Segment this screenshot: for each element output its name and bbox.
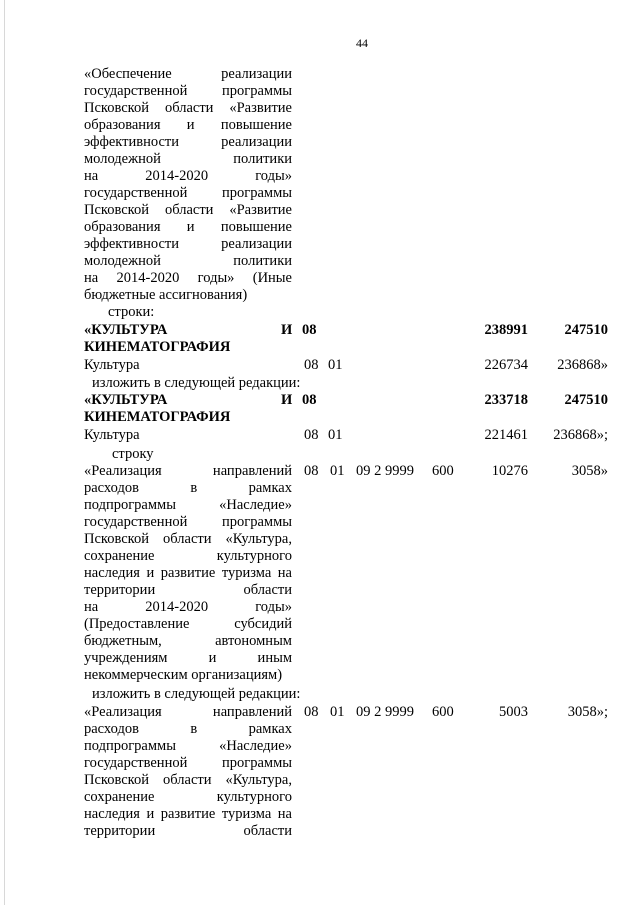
culture1-title-and: И (281, 322, 293, 338)
text-line: Псковской области «Культура, (84, 531, 292, 547)
culture2-sub-pr: 01 (328, 427, 343, 443)
culture2-title-b: КИНЕМАТОГРАФИЯ (84, 409, 231, 425)
culture1-sub-value1: 226734 (484, 357, 528, 373)
culture2-value2: 247510 (564, 392, 608, 408)
culture1-sub-label: Культура (84, 357, 140, 373)
note-lines: строки: (108, 304, 155, 320)
row-old-csr: 09 2 9999 (356, 463, 414, 479)
text-line: некоммерческим организациям) (84, 667, 283, 683)
text-line: на 2014-2020 годы» (Иные (84, 270, 292, 286)
row-new-rz: 08 (304, 704, 319, 720)
row-new-vr: 600 (432, 704, 454, 720)
text-line: территории области (84, 582, 292, 598)
text-line: наследия и развитие туризма на (84, 806, 292, 822)
text-line: наследия и развитие туризма на (84, 565, 292, 581)
text-line: подпрограммы «Наследие» (84, 497, 292, 513)
culture1-value1: 238991 (484, 322, 528, 338)
culture1-title-b: КИНЕМАТОГРАФИЯ (84, 339, 231, 355)
text-line: образования и повышение (84, 117, 292, 133)
note-line: строку (112, 446, 154, 462)
culture1-sub-pr: 01 (328, 357, 343, 373)
culture2-value1: 233718 (484, 392, 528, 408)
text-line: бюджетным, автономным (84, 633, 292, 649)
text-line: на 2014-2020 годы» (84, 599, 292, 615)
culture2-title-and: И (281, 392, 293, 408)
row-old-pr: 01 (330, 463, 345, 479)
culture1-code: 08 (302, 322, 317, 338)
text-line: сохранение культурного (84, 548, 292, 564)
text-line: территории области (84, 823, 292, 839)
note-new-2: изложить в следующей редакции: (92, 686, 301, 702)
culture1-value2: 247510 (564, 322, 608, 338)
text-line: на 2014-2020 годы» (84, 168, 292, 184)
note-new-1: изложить в следующей редакции: (92, 375, 301, 391)
culture2-sub-rz: 08 (304, 427, 319, 443)
text-line: расходов в рамках (84, 721, 292, 737)
text-line: государственной программы (84, 83, 292, 99)
text-line: подпрограммы «Наследие» (84, 738, 292, 754)
text-line: бюджетные ассигнования) (84, 287, 248, 303)
culture2-title-a: «КУЛЬТУРА (84, 392, 168, 408)
text-line: «Реализация направлений (84, 463, 292, 479)
text-line: молодежной политики (84, 151, 292, 167)
row-new-pr: 01 (330, 704, 345, 720)
text-line: сохранение культурного (84, 789, 292, 805)
text-line: молодежной политики (84, 253, 292, 269)
text-line: «Обеспечение реализации (84, 66, 292, 82)
text-line: образования и повышение (84, 219, 292, 235)
text-line: (Предоставление субсидий (84, 616, 292, 632)
text-line: Псковской области «Культура, (84, 772, 292, 788)
row-old-rz: 08 (304, 463, 319, 479)
text-line: Псковской области «Развитие (84, 202, 292, 218)
scan-edge (4, 0, 5, 905)
text-line: государственной программы (84, 514, 292, 530)
text-line: государственной программы (84, 755, 292, 771)
row-new-csr: 09 2 9999 (356, 704, 414, 720)
culture2-sub-value1: 221461 (484, 427, 528, 443)
culture1-sub-value2: 236868» (557, 357, 608, 373)
row-old-vr: 600 (432, 463, 454, 479)
row-new-value1: 5003 (499, 704, 528, 720)
text-line: Псковской области «Развитие (84, 100, 292, 116)
text-line: государственной программы (84, 185, 292, 201)
text-line: «Реализация направлений (84, 704, 292, 720)
culture1-title-a: «КУЛЬТУРА (84, 322, 168, 338)
culture1-sub-rz: 08 (304, 357, 319, 373)
row-old-value1: 10276 (491, 463, 528, 479)
culture2-sub-value2: 236868»; (553, 427, 608, 443)
row-old-value2: 3058» (571, 463, 608, 479)
text-line: эффективности реализации (84, 236, 292, 252)
row-new-value2: 3058»; (567, 704, 608, 720)
culture2-sub-label: Культура (84, 427, 140, 443)
text-line: расходов в рамках (84, 480, 292, 496)
culture2-code: 08 (302, 392, 317, 408)
page-number: 44 (356, 36, 368, 50)
text-line: эффективности реализации (84, 134, 292, 150)
text-line: учреждениям и иным (84, 650, 292, 666)
